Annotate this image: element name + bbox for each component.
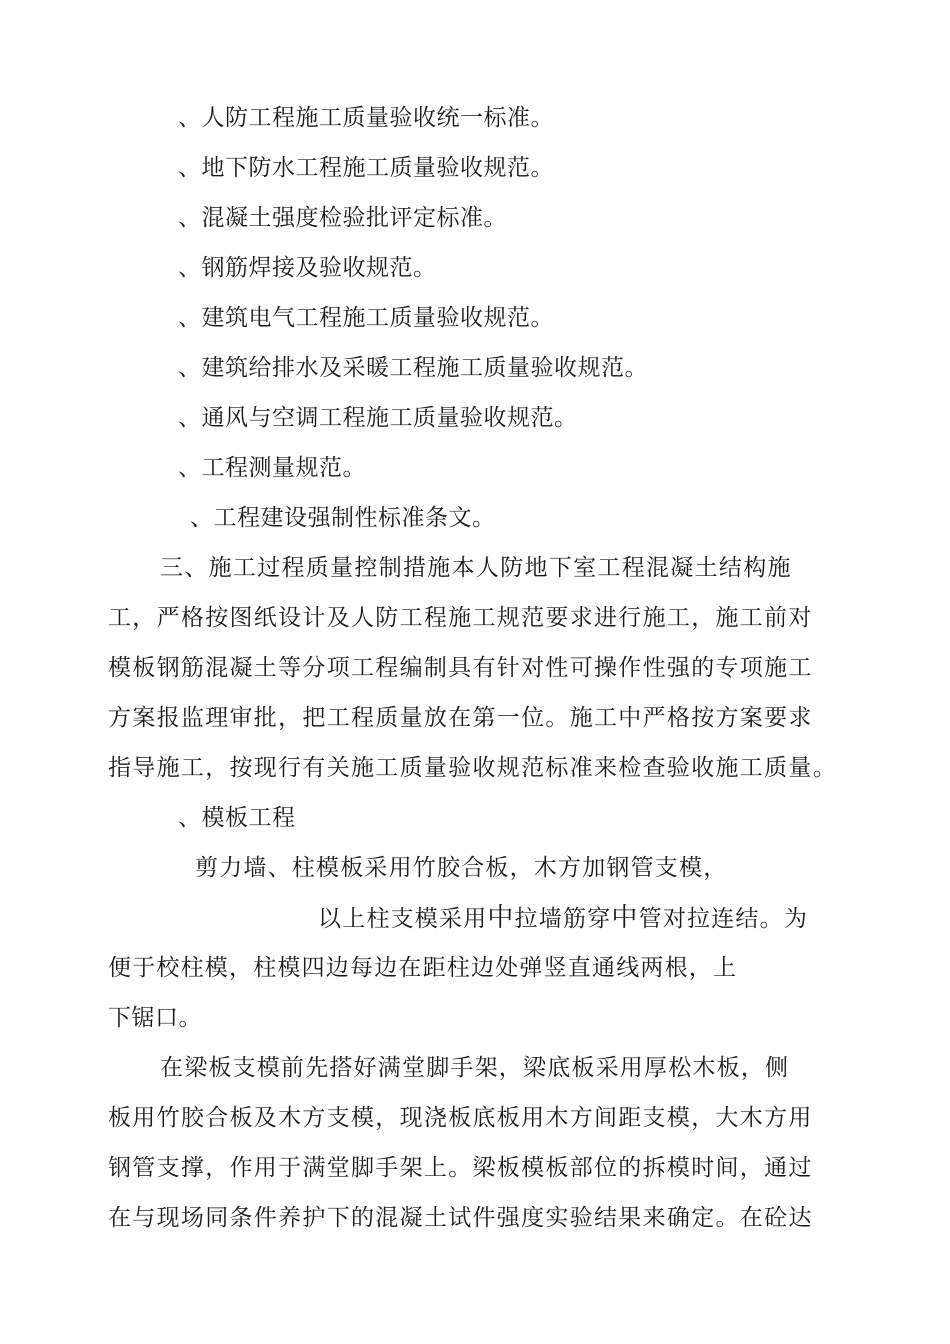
list-item: 、钢筋焊接及验收规范。 xyxy=(178,255,437,281)
list-item: 、通风与空调工程施工质量验收规范。 xyxy=(178,405,578,431)
list-item: 、建筑给排水及采暖工程施工质量验收规范。 xyxy=(178,355,648,381)
list-item: 、地下防水工程施工质量验收规范。 xyxy=(178,155,554,181)
paragraph-line xyxy=(318,903,808,934)
list-item: 、混凝土强度检验批评定标准。 xyxy=(178,205,507,231)
section3-line: 工，严格按图纸设计及人防工程施工规范要求进行施工，施工前对 xyxy=(108,605,813,631)
paragraph-line: 钢管支撑，作用于满堂脚手架上。梁板模板部位的拆模时间，通过 xyxy=(108,1155,813,1181)
paragraph-line: 下锯口。 xyxy=(108,1005,202,1031)
list-item: 、人防工程施工质量验收统一标准。 xyxy=(178,105,554,131)
paragraph-line: 在与现场同条件养护下的混凝土试件强度实验结果来确定。在砼达 xyxy=(108,1205,813,1231)
text-run: 以上柱支模采用 xyxy=(318,906,488,932)
paragraph-line: 在梁板支模前先搭好满堂脚手架，梁底板采用厚松木板，侧 xyxy=(160,1055,790,1081)
list-item: 、工程建设强制性标准条文。 xyxy=(190,505,496,531)
section3-line: 模板钢筋混凝土等分项工程编制具有针对性可操作性强的专项施工 xyxy=(108,655,813,681)
text-run: 拉墙筋穿 xyxy=(514,906,612,932)
section3-line: 三、施工过程质量控制措施本人防地下室工程混凝土结构施 xyxy=(160,555,792,581)
text-run: 管对拉连结。为 xyxy=(638,906,809,932)
paragraph-line: 板用竹胶合板及木方支模，现浇板底板用木方间距支模，大木方用 xyxy=(108,1105,813,1131)
symbol-char: 中 xyxy=(611,903,639,933)
paragraph-line: 剪力墙、柱模板采用竹胶合板，木方加钢管支模， xyxy=(195,855,728,881)
list-item: 、工程测量规范。 xyxy=(178,455,366,481)
section3-line: 方案报监理审批，把工程质量放在第一位。施工中严格按方案要求 xyxy=(108,705,813,731)
paragraph-line: 便于校柱模，柱模四边每边在距柱边处弹竖直通线两根，上 xyxy=(108,955,738,981)
list-item: 、建筑电气工程施工质量验收规范。 xyxy=(178,305,554,331)
symbol-char: 中 xyxy=(487,903,515,933)
section-heading: 、模板工程 xyxy=(178,805,296,831)
section3-line: 指导施工，按现行有关施工质量验收规范标准来检查验收施工质量。 xyxy=(108,755,837,781)
